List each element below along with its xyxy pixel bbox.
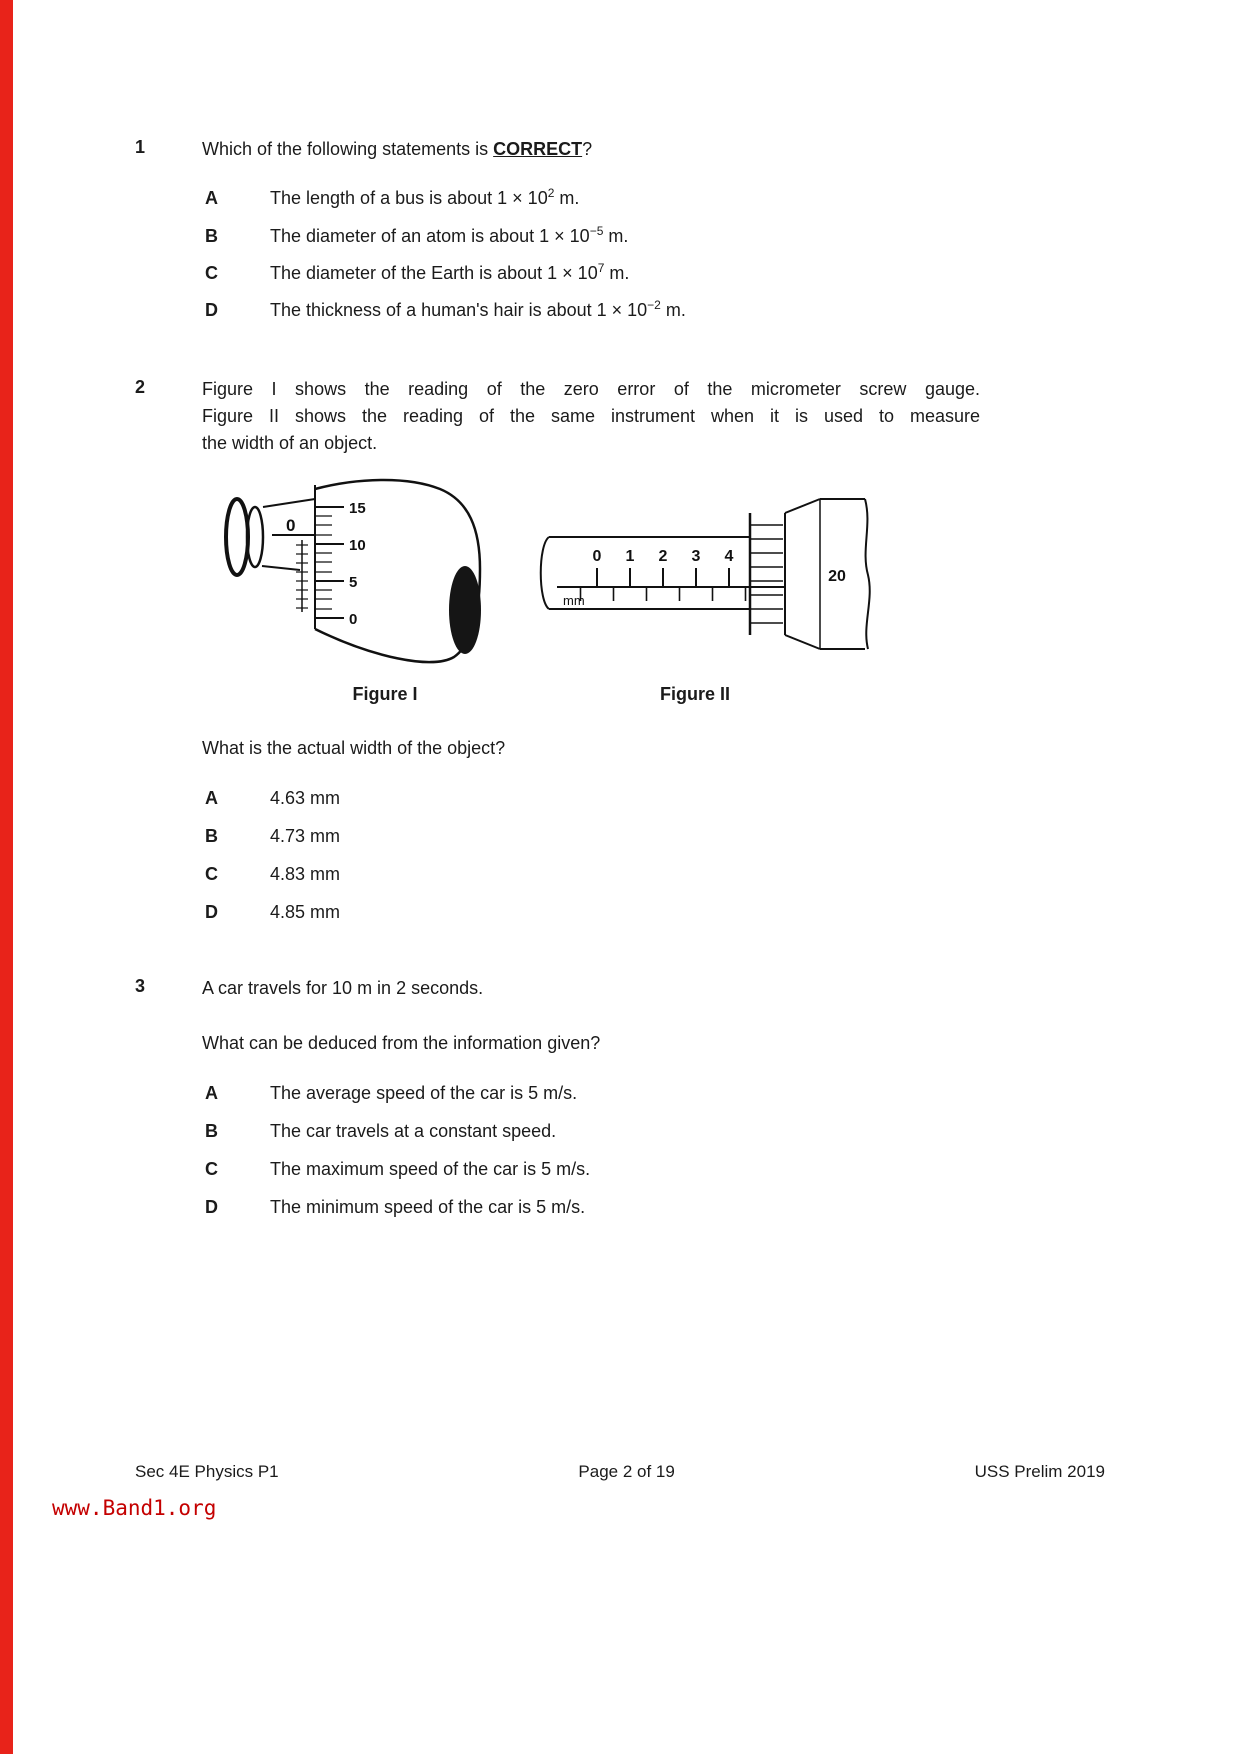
figure1-caption: Figure I xyxy=(352,684,418,704)
option-letter: B xyxy=(205,826,218,846)
q2-stem: Figure I shows the reading of the zero error of the micrometer screw gauge. Figure II shows the reading of the same instrument when it is used to measure the width of an object. xyxy=(202,379,980,453)
footer-paper-title: Sec 4E Physics P1 xyxy=(135,1462,279,1481)
option-text: The minimum speed of the car is 5 m/s. xyxy=(270,1197,586,1217)
q2-option-c xyxy=(205,864,340,885)
q2-option-d xyxy=(205,902,340,923)
q3-option-d xyxy=(205,1197,585,1218)
q1-option-c xyxy=(205,263,629,284)
q3-option-c xyxy=(205,1159,590,1180)
option-text: The diameter of an atom is about $1 \times 10^{-5}$ m. xyxy=(270,224,629,246)
footer-exam-name: USS Prelim 2019 xyxy=(974,1462,1105,1481)
fig2-thimble-label: 20 xyxy=(828,568,846,585)
option-letter: B xyxy=(205,226,218,246)
figure1-micrometer-drawing xyxy=(222,477,492,672)
q1-stem xyxy=(202,136,592,163)
option-text: 4.63 mm xyxy=(270,788,341,808)
q1-number: 1 xyxy=(135,137,146,157)
fig2-scale-1: 1 xyxy=(625,548,635,565)
option-letter: A xyxy=(205,1083,218,1103)
figure2-caption: Figure II xyxy=(659,684,730,704)
fig1-barrel-label: 0 xyxy=(286,516,296,535)
watermark-url: www.Band1.org xyxy=(52,1496,217,1520)
q1-option-a xyxy=(205,188,579,209)
option-text: The diameter of the Earth is about $1 \times 10^7$ m. xyxy=(270,261,630,283)
fig2-scale-2: 2 xyxy=(658,548,668,565)
figure2-micrometer-drawing xyxy=(535,495,880,655)
q1-stem-emphasis: CORRECT xyxy=(493,139,583,159)
option-letter: C xyxy=(205,263,218,283)
option-letter: D xyxy=(205,902,218,922)
q3-number: 3 xyxy=(135,976,146,996)
option-text: The maximum speed of the car is 5 m/s. xyxy=(270,1159,591,1179)
option-letter: A xyxy=(205,788,218,808)
q2-number: 2 xyxy=(135,377,146,397)
fig2-scale-3: 3 xyxy=(691,548,701,565)
page-footer xyxy=(135,1462,1105,1482)
option-letter: C xyxy=(205,864,218,884)
q2-option-b xyxy=(205,826,340,847)
option-text: The length of a bus is about $1 \times 10^2$ m. xyxy=(270,186,580,208)
q3-option-a xyxy=(205,1083,577,1104)
fig2-scale-0: 0 xyxy=(592,548,602,565)
q1-option-d xyxy=(205,300,686,321)
q3-option-b xyxy=(205,1121,556,1142)
option-text: The thickness of a human's hair is about $1 \times 10^{-2}$ m. xyxy=(270,298,686,320)
option-text: The car travels at a constant speed. xyxy=(270,1121,557,1141)
fig2-unit-label: mm xyxy=(563,593,585,608)
q2-question: What is the actual width of the object? xyxy=(202,738,506,758)
fig1-thimble-label-15: 15 xyxy=(349,500,366,517)
q1-stem-suffix: ? xyxy=(582,139,593,159)
q3-stem: A car travels for 10 m in 2 seconds. xyxy=(202,978,484,998)
option-letter: B xyxy=(205,1121,218,1141)
fig1-thimble-label-0: 0 xyxy=(349,611,358,628)
fig1-thimble-label-5: 5 xyxy=(349,574,358,591)
option-letter: D xyxy=(205,300,218,320)
option-text: 4.85 mm xyxy=(270,902,341,922)
option-letter: C xyxy=(205,1159,218,1179)
option-text: The average speed of the car is 5 m/s. xyxy=(270,1083,578,1103)
left-red-stripe xyxy=(0,0,13,1754)
option-letter: D xyxy=(205,1197,218,1217)
q1-stem-prefix: Which of the following statements is xyxy=(202,139,494,159)
q3-question: What can be deduced from the information given? xyxy=(202,1033,601,1053)
footer-page-number: Page 2 of 19 xyxy=(578,1462,675,1481)
q1-option-b xyxy=(205,226,628,247)
option-text: 4.73 mm xyxy=(270,826,341,846)
option-letter: A xyxy=(205,188,218,208)
fig1-thimble-label-10: 10 xyxy=(349,537,366,554)
fig2-scale-4: 4 xyxy=(724,548,734,565)
option-text: 4.83 mm xyxy=(270,864,341,884)
q2-option-a xyxy=(205,788,340,809)
